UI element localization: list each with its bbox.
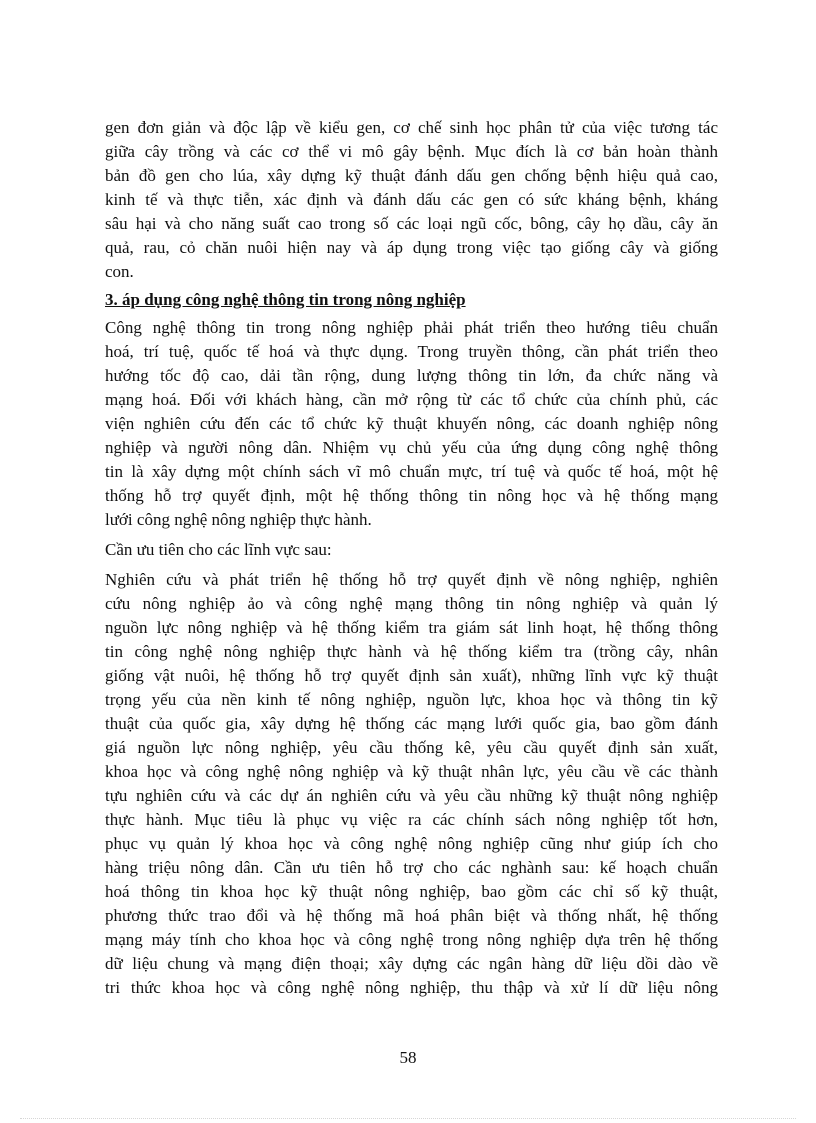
paragraph-genetics	[105, 116, 718, 284]
text-line: Nghiên cứu và phát triển hệ thống hỗ trợ quyết định về nông nghiệp, nghiên	[105, 570, 718, 589]
text-line: khoa học và công nghệ nông nghiệp và kỹ thuật nhân lực, yêu cầu về các thành	[105, 762, 718, 781]
text-line: gen đơn giản và độc lập về kiểu gen, cơ chế sinh học phân tử của việc tương tác	[105, 118, 718, 137]
text-line: nguồn lực nông nghiệp và hệ thống kiểm tra giám sát linh hoạt, hệ thống thông	[105, 618, 718, 637]
text-line: tin công nghệ nông nghiệp thực hành và hệ thống kiểm tra (trồng cây, nhân	[105, 642, 718, 661]
text-line: phục vụ quản lý khoa học và công nghệ nông nghiệp cũng như giúp ích cho	[105, 834, 718, 853]
page-number: 58	[399, 1048, 417, 1067]
text-line: dữ liệu chung và mạng điện thoại; xây dựng các ngân hàng dữ liệu dồi dào về	[105, 954, 718, 973]
text-line: thực hành. Mục tiêu là phục vụ việc ra các chính sách nông nghiệp tốt hơn,	[105, 810, 718, 829]
text-line: kinh tế và thực tiễn, xác định và đánh dấu các gen có sức kháng bệnh, kháng	[105, 190, 718, 209]
text-line: giống vật nuôi, hệ thống hỗ trợ quyết định sản xuất), những lĩnh vực kỹ thuật	[105, 666, 718, 685]
text-line: hướng tốc độ cao, dải tần rộng, dung lượng thông tin lớn, đa chức năng và	[105, 366, 718, 385]
text-line: bản đồ gen cho lúa, xây dựng kỹ thuật đánh dấu gen chống bệnh hiệu quả cao,	[105, 166, 718, 185]
text-line: thuật của quốc gia, xây dựng hệ thống các mạng lưới quốc gia, bao gồm đánh	[105, 714, 718, 733]
text-line: mạng hoá. Đối với khách hàng, cần mở rộng từ các tổ chức của chính phủ, các	[105, 390, 718, 409]
paragraph-it-development	[105, 316, 718, 532]
text-line: cứu nông nghiệp ảo và công nghệ mạng thông tin nông nghiệp và quản lý	[105, 594, 718, 613]
text-line: thống hỗ trợ quyết định, một hệ thống thông tin nông học và hệ thống mạng	[105, 486, 718, 505]
text-line: Công nghệ thông tin trong nông nghiệp phải phát triển theo hướng tiêu chuẩn	[105, 318, 718, 337]
paragraph-priorities-intro	[105, 538, 718, 562]
text-line: Cần ưu tiên cho các lĩnh vực sau:	[105, 540, 332, 559]
paragraph-priorities	[105, 568, 718, 1000]
text-line: phương thức trao đổi và hệ thống mã hoá phân biệt và thống nhất, hệ thống	[105, 906, 718, 925]
text-line: hoá thông tin khoa học kỹ thuật nông nghiệp, bao gồm các chỉ số kỹ thuật,	[105, 882, 718, 901]
text-line: viện nghiên cứu đến các tổ chức kỹ thuật khuyến nông, các doanh nghiệp nông	[105, 414, 718, 433]
text-line: sâu hại và cho năng suất cao trong số các loại ngũ cốc, bông, cây họ dầu, cây ăn	[105, 214, 718, 233]
text-line: trọng yếu của nền kinh tế nông nghiệp, nguồn lực, khoa học và thông tin kỹ	[105, 690, 718, 709]
text-line: quả, rau, cỏ chăn nuôi hiện nay và áp dụng trong việc tạo giống cây và giống	[105, 238, 718, 257]
text-line: hoá, trí tuệ, quốc tế hoá và thực dụng. Trong truyền thông, cần phát triển theo	[105, 342, 718, 361]
text-line: giữa cây trồng và các cơ thể vi mô gây bệnh. Mục đích là cơ bản hoàn thành	[105, 142, 718, 161]
text-line: tựu nghiên cứu và các dự án nghiên cứu và yêu cầu những kỹ thuật nông nghiệp	[105, 786, 718, 805]
document-body	[105, 116, 718, 1000]
text-line: nghiệp và người nông dân. Nhiệm vụ chủ yếu của ứng dụng công nghệ thông	[105, 438, 718, 457]
section-heading: 3. áp dụng công nghệ thông tin trong nông nghiệp	[105, 290, 466, 309]
text-line: hàng triệu nông dân. Cần ưu tiên hỗ trợ cho các nghành sau: kế hoạch chuẩn	[105, 858, 718, 877]
text-line: con.	[105, 262, 134, 281]
page-bottom-divider	[20, 1118, 796, 1119]
text-line: mạng máy tính cho khoa học và công nghệ trong nông nghiệp dựa trên hệ thống	[105, 930, 718, 949]
text-line: lưới công nghệ nông nghiệp thực hành.	[105, 510, 372, 529]
text-line: tri thức khoa học và công nghệ nông nghiệp, thu thập và xử lí dữ liệu nông	[105, 978, 718, 997]
text-line: giá nguồn lực nông nghiệp, yêu cầu thống kê, yêu cầu quyết định sản xuất,	[105, 738, 718, 757]
text-line: tin là xây dựng một chính sách vĩ mô chuẩn mực, trí tuệ và quốc tế hoá, một hệ	[105, 462, 718, 481]
